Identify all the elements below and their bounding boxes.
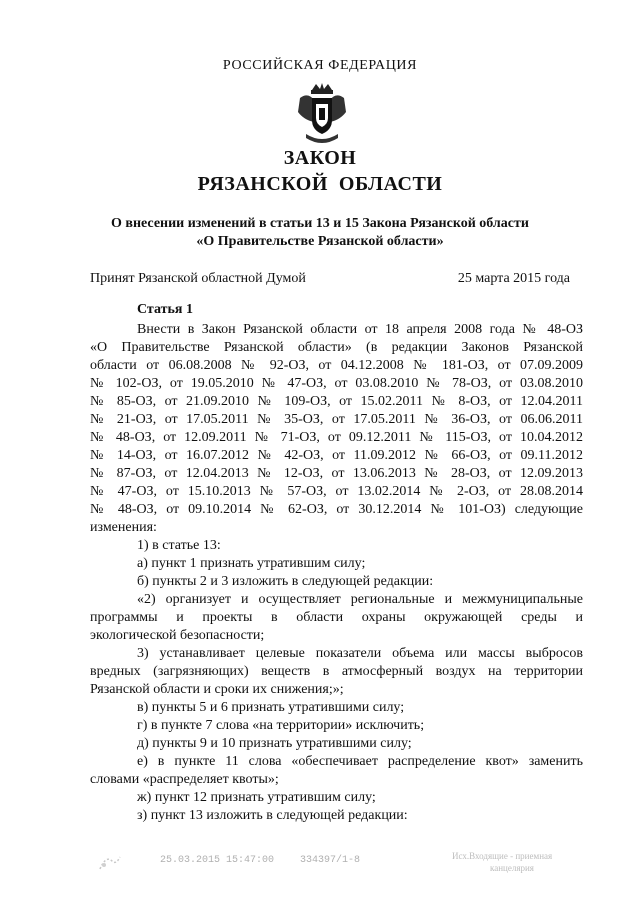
- registration-footer: [0, 847, 640, 877]
- article-line: экологической безопасности;: [90, 628, 265, 643]
- law-subject-line1: О внесении изменений в статьи 13 и 15 Закона Рязанской области: [111, 216, 529, 231]
- article-line: «2) организует и осуществляет региональные и межмуниципальные: [137, 592, 583, 607]
- article-line: ж) пункт 12 признать утратившим силу;: [137, 790, 376, 805]
- article-line: б) пункты 2 и 3 изложить в следующей редакции:: [137, 574, 434, 589]
- article-line: программы и проекты в области охраны окружающей среды и: [90, 610, 583, 625]
- watermark-line2: канцелярия: [490, 863, 534, 873]
- article-line: вредных (загрязняющих) веществ в атмосферный воздух на территории: [90, 664, 583, 679]
- article-line: № 48-ОЗ, от 12.09.2011 № 71-ОЗ, от 09.12.2011 № 115-ОЗ, от 10.04.2012: [90, 430, 583, 445]
- office-watermark: [452, 850, 602, 874]
- article-line: области от 06.08.2008 № 92-ОЗ, от 04.12.2008 № 181-ОЗ, от 07.09.2009: [90, 358, 583, 373]
- article-line: № 102-ОЗ, от 19.05.2010 № 47-ОЗ, от 03.08.2010 № 78-ОЗ, от 03.08.2010: [90, 376, 583, 391]
- law-subject: [0, 215, 640, 251]
- article-line: изменения:: [90, 520, 157, 535]
- article-line: № 21-ОЗ, от 17.05.2011 № 35-ОЗ, от 17.05.2011 № 36-ОЗ, от 06.06.2011: [90, 412, 583, 427]
- law-subject-line2: «О Правительстве Рязанской области»: [196, 234, 444, 249]
- watermark-line1: Исх.Входящие - приемная: [452, 851, 553, 861]
- law-title-line2: РЯЗАНСКОЙ ОБЛАСТИ: [197, 173, 443, 195]
- article-line: 3) устанавливает целевые показатели объема или массы выбросов: [137, 646, 583, 661]
- adopted-date: 25 марта 2015 года: [457, 271, 570, 286]
- article-line: № 85-ОЗ, от 21.09.2010 № 109-ОЗ, от 15.02.2011 № 8-ОЗ, от 12.04.2011: [90, 394, 583, 409]
- article-line: в) пункты 5 и 6 признать утратившими силу;: [137, 700, 405, 715]
- registration-timestamp: 25.03.2015 15:47:00: [160, 855, 275, 866]
- article-line: г) в пункте 7 слова «на территории» исключить;: [137, 718, 425, 733]
- article-line: № 48-ОЗ, от 09.10.2014 № 62-ОЗ, от 30.12.2014 № 101-ОЗ) следующие: [90, 502, 583, 517]
- article-heading: Статья 1: [137, 302, 193, 317]
- federation-title: РОССИЙСКАЯ ФЕДЕРАЦИЯ: [222, 58, 418, 73]
- article-line: словами «распределяет квоты»;: [90, 772, 279, 787]
- article-line: 1) в статье 13:: [137, 538, 221, 553]
- article-line: Рязанской области и сроки их снижения;»;: [90, 682, 344, 697]
- article-line: а) пункт 1 признать утратившим силу;: [137, 556, 366, 571]
- law-title-line1: ЗАКОН: [283, 147, 357, 169]
- article-line: № 14-ОЗ, от 16.07.2012 № 42-ОЗ, от 11.09.2012 № 66-ОЗ, от 09.11.2012: [90, 448, 583, 463]
- law-title: [0, 145, 640, 197]
- article-line: Внести в Закон Рязанской области от 18 апреля 2008 года № 48-ОЗ: [137, 322, 583, 337]
- article-line: «О Правительстве Рязанской области» (в редакции Законов Рязанской: [90, 340, 583, 355]
- article-line: е) в пункте 11 слова «обеспечивает распределение квот» заменить: [137, 754, 583, 769]
- article-line: д) пункты 9 и 10 признать утратившими силу;: [137, 736, 412, 751]
- registration-number: 334397/1-8: [300, 855, 361, 866]
- article-line: № 47-ОЗ, от 15.10.2013 № 57-ОЗ, от 13.02.2014 № 2-ОЗ, от 28.08.2014: [90, 484, 583, 499]
- scan-mark-icon: [96, 851, 124, 873]
- article-line: з) пункт 13 изложить в следующей редакции:: [137, 808, 408, 823]
- coat-of-arms-icon: [294, 82, 350, 148]
- article-line: № 87-ОЗ, от 12.04.2013 № 12-ОЗ, от 13.06.2013 № 28-ОЗ, от 12.09.2013: [90, 466, 583, 481]
- adopted-by: Принят Рязанской областной Думой: [90, 271, 306, 286]
